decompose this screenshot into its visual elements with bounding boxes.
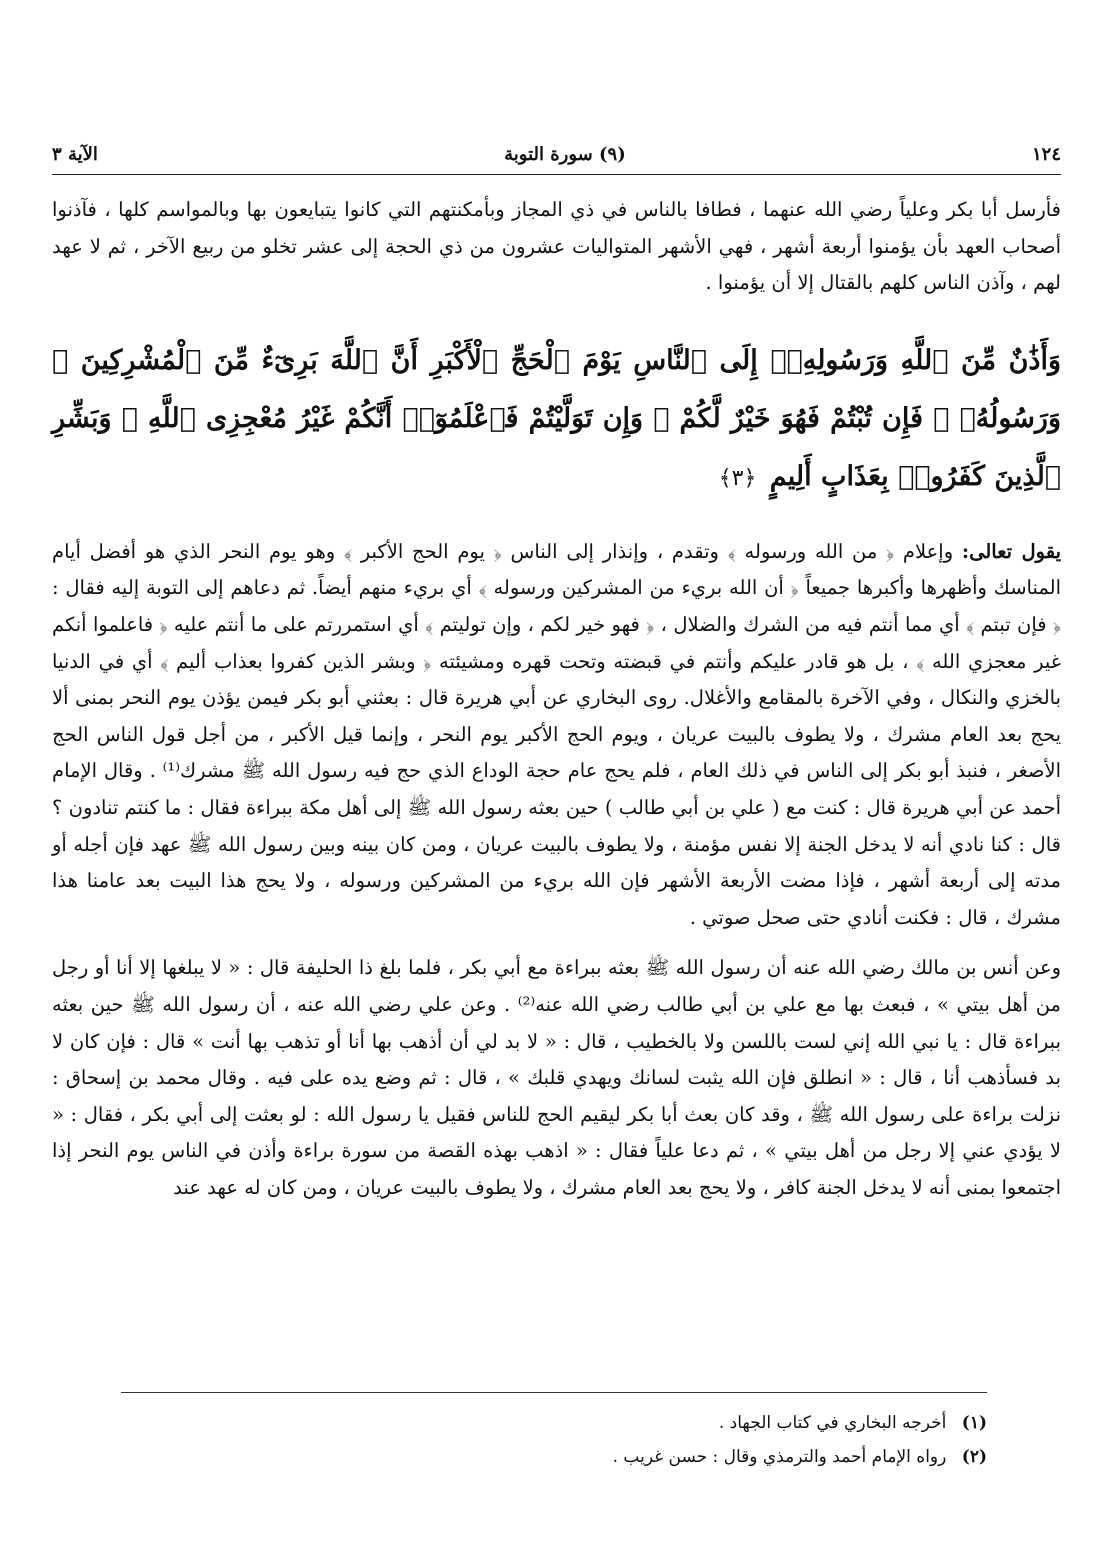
footnote-2 — [121, 1442, 987, 1472]
footnote-text: أخرجه البخاري في كتاب الجهاد . — [718, 1413, 947, 1433]
surah-title: (٩) سورة التوبة — [504, 143, 626, 165]
footnote-number: (٢) — [961, 1447, 987, 1467]
tafsir-text: وإعلام ﴿ من الله ورسوله ﴾ وتقدم ، وإنذار إلى الناس ﴿ يوم الحج الأكبر ﴾ وهو يوم النحر الذي هو أفضل أيام المناسك وأظهرها وأكبرها جميعاً ﴿ أن الله بريء من المشركين ورسوله ﴾ أي بريء منهم أيضاً. ثم دعاهم إلى التوبة إليه فقال : ﴿ فإن تبتم ﴾ أي مما أنتم فيه من الشرك والضلال ، ﴿ فهو خير لكم ، وإن توليتم ﴾ أي استمررتم على ما أنتم عليه ﴿ فاعلموا أنكم غير معجزي الله ﴾ ، بل هو قادر عليكم وأنتم في قبضته وتحت قهره ومشيئته ﴿ وبشر الذين كفروا بعذاب أليم ﴾ أي في الدنيا بالخزي والنكال ، وفي الآخرة بالمقامع والأغلال. روى البخاري عن أبي هريرة قال : بعثني أبو بكر فيمن يؤذن يوم النحر بمنى ألا يحج بعد العام مشرك ، ولا يطوف بالبيت عريان ، ويوم الحج الأكبر يوم النحر ، وإنما قيل الأكبر ، من أجل قول الناس الحج الأصغر ، فنبذ أبو بكر إلى الناس في ذلك العام ، فلم يحج عام حجة الوداع الذي حج فيه رسول الله ﷺ مشرك⁽¹⁾ . وقال الإمام أحمد عن أبي هريرة قال : كنت مع ( علي بن أبي طالب ) حين بعثه رسول الله ﷺ إلى أهل مكة ببراءة فقال : ما كنتم تنادون ؟ قال : كنا نادي أنه لا يدخل الجنة إلا نفس مؤمنة ، ولا يطوف بالبيت عريان ، ومن كان بينه وبين رسول الله ﷺ عهد فإن أجله أو مدته إلى أربعة أشهر ، فإذا مضت الأربعة الأشهر فإن الله بريء من المشركين ورسوله ، ولا يحج هذا البيت بعد عامنا هذا مشرك ، قال : فكنت أنادي حتى صحل صوتي . — [52, 539, 1061, 929]
tafsir-lead: يقول تعالى: — [961, 539, 1061, 563]
page-number: ١٢٤ — [1031, 143, 1061, 165]
page-body — [52, 192, 1061, 1206]
footnotes — [121, 1408, 987, 1476]
ayah-label: الآية ٣ — [52, 143, 98, 165]
intro-paragraph: فأرسل أبا بكر وعلياً رضي الله عنهما ، فطافا بالناس في ذي المجاز وبأمكنتهم التي كانوا يتبايعون بها وبالمواسم كلها ، فآذنوا أصحاب العهد بأن يؤمنوا أربعة أشهر ، فهي الأشهر المتواليات عشرون من ذي الحجة إلى عشر تخلو من ربيع الآخر ، ثم لا عهد لهم ، وآذن الناس كلهم بالقتال إلا أن يؤمنوا . — [52, 198, 1061, 295]
quran-verse — [52, 332, 1061, 508]
page-header — [52, 140, 1061, 175]
verse-text: وَأَذَٰنٌ مِّنَ ٱللَّهِ وَرَسُولِهِۦٓ إِلَى ٱلنَّاسِ يَوْمَ ٱلْحَجِّ ٱلْأَكْبَرِ أَنَّ ٱللَّهَ بَرِىٓءٌ مِّنَ ٱلْمُشْرِكِينَ ۙ وَرَسُولُهُۥ ۚ فَإِن تُبْتُمْ فَهُوَ خَيْرٌ لَّكُمْ ۖ وَإِن تَوَلَّيْتُمْ فَٱعْلَمُوٓا۟ أَنَّكُمْ غَيْرُ مُعْجِزِى ٱللَّهِ ۗ وَبَشِّرِ ٱلَّذِينَ كَفَرُوا۟ بِعَذَابٍ أَلِيمٍ — [52, 344, 1061, 492]
footnote-number: (١) — [961, 1413, 987, 1433]
footnote-divider — [121, 1392, 987, 1393]
anas-paragraph: وعن أنس بن مالك رضي الله عنه أن رسول الله ﷺ بعثه ببراءة مع أبي بكر ، فلما بلغ ذا الحليفة قال : « لا يبلغها إلا أنا أو رجل من أهل بيتي » ، فبعث بها مع علي بن أبي طالب رضي الله عنه⁽²⁾ . وعن علي رضي الله عنه ، أن رسول الله ﷺ حين بعثه ببراءة قال : يا نبي الله إني لست باللسن ولا بالخطيب ، قال : « لا بد لي أن أذهب بها أنا أو تذهب بها أنت » قال : فإن كان لا بد فسأذهب أنا ، قال : « انطلق فإن الله يثبت لسانك ويهدي قلبك » ، قال : ثم وضع يده على فيه . وقال محمد بن إسحاق : نزلت براءة على رسول الله ﷺ ، وقد كان بعث أبا بكر ليقيم الحج للناس فقيل يا رسول الله : لو بعثت إلى أبي بكر ، فقال : « لا يؤدي عني إلا رجل من أهل بيتي » ، ثم دعا علياً فقال : « اذهب بهذه القصة من سورة براءة وأذن في الناس يوم النحر إذا اجتمعوا بمنى أنه لا يدخل الجنة كافر ، ولا يحج بعد العام مشرك ، ولا يطوف بالبيت عريان ، ومن كان له عهد عند — [52, 956, 1061, 1199]
footnote-1 — [121, 1408, 987, 1438]
footnote-text: رواه الإمام أحمد والترمذي وقال : حسن غريب . — [612, 1447, 947, 1467]
tafsir-paragraph — [52, 534, 1061, 937]
verse-number: ﴿٣﴾ — [718, 465, 757, 491]
